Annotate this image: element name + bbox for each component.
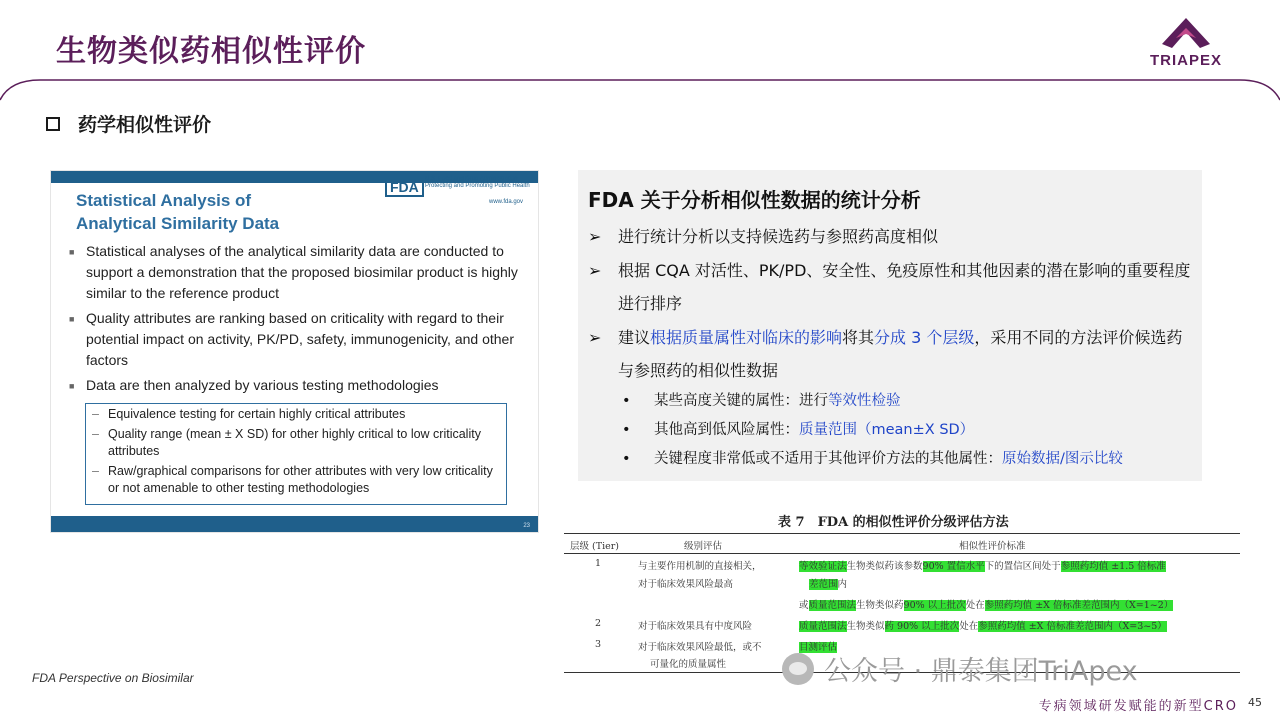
bullet-icon: ■ [69, 247, 75, 257]
sub-bullet-text: Quality range (mean ± X SD) for other highly critical to low criticality attributes [108, 427, 481, 458]
methodology-box [85, 403, 507, 505]
dash-icon: – [92, 407, 99, 421]
summary-title: FDA 关于分析相似性数据的统计分析 [588, 188, 921, 212]
criteria-text: 内 [837, 579, 848, 590]
subitem-emphasis: 原始数据/图示比较 [1002, 451, 1123, 467]
criteria-text: 下的置信区间处于 [984, 561, 1061, 572]
dash-icon: – [92, 464, 99, 478]
tier-cell: 1 [595, 558, 602, 569]
sub-bullet-text: Raw/graphical comparisons for other attributes with very low criticality or not amenable to other testing methodologies [108, 464, 493, 495]
highlight-text: 等效验证法 [799, 561, 847, 572]
slide-title [76, 189, 279, 235]
fda-url: www.fda.gov [489, 199, 524, 205]
level-cell: 可量化的质量属性 [650, 659, 727, 670]
logo-text: TRIAPEX [1149, 52, 1222, 69]
section-heading [46, 110, 211, 137]
criteria-text: 或 [799, 600, 809, 611]
slide-number: 23 [523, 523, 530, 529]
slide-bullets [69, 241, 534, 401]
criteria-cell [809, 576, 847, 590]
criteria-text: 处在 [959, 621, 979, 632]
section-title: 药学相似性评价 [78, 114, 212, 136]
page-title: 生物类似药相似性评价 [56, 34, 366, 69]
table-header-rule [564, 553, 1240, 554]
page-number: 45 [1248, 696, 1262, 709]
subitem-text [654, 445, 1123, 474]
summary-text: ，采用不同的方法评价候选药与参照药的相似性数据 [618, 328, 1183, 380]
summary-item [588, 220, 1194, 253]
highlight-text: 目测评估 [799, 642, 838, 653]
highlight-text: 参照药均值 ±1.5 倍标准 [1060, 561, 1166, 572]
watermark [782, 649, 1138, 688]
arrow-bullet-icon: ➢ [588, 261, 602, 280]
criteria-cell [799, 597, 1173, 611]
slide-bullet [69, 308, 534, 371]
slide-bullet-text: Statistical analyses of the analytical similarity data are conducted to support a demonstration that the proposed biosimilar product is highly similar to the reference product [86, 243, 518, 301]
subitem-plain: 其他高到低风险属性： [654, 422, 799, 438]
fda-agency-name [425, 176, 535, 190]
summary-box [578, 170, 1202, 481]
summary-text: 建议 [618, 328, 651, 347]
subitem-text [654, 416, 974, 445]
fda-agency-line1: U.S. Food and Drug Administration [425, 176, 518, 182]
footer-tagline: 专病领域研发赋能的新型CRO [1038, 699, 1238, 714]
slide-title-line2: Analytical Similarity Data [76, 214, 280, 233]
triapex-logo [1140, 16, 1232, 72]
summary-item-text [618, 321, 1194, 387]
dot-bullet-icon: • [622, 422, 631, 438]
subitem-emphasis: 质量范围（mean±X SD） [799, 422, 975, 438]
tier-cell: 3 [595, 639, 602, 650]
slide-title-line1: Statistical Analysis of [76, 191, 252, 210]
table-header-cell: 层级 (Tier) [570, 541, 619, 552]
fda-agency-line2: Protecting and Promoting Public Health [425, 183, 530, 189]
emphasis-text: 根据质量属性对临床的影响 [650, 328, 843, 347]
summary-item-text: 根据 CQA 对活性、PK/PD、安全性、免疫原性和其他因素的潜在影响的重要程度进行排序 [618, 261, 1191, 313]
slide-bullet-text: Quality attributes are ranking based on criticality with regard to their potential impact on activity, PK/PD, safety, immunogenicity, and other factors [86, 310, 514, 368]
table-header-cell: 级别评估 [684, 541, 723, 552]
tier-cell: 2 [595, 618, 602, 629]
criteria-cell [799, 558, 1166, 572]
wechat-icon [782, 653, 814, 685]
emphasis-text: 分成 3 个层级 [874, 328, 975, 347]
subitem-emphasis: 等效性检验 [828, 393, 901, 409]
table-top-rule [564, 533, 1240, 534]
criteria-text: 生物类似 [846, 621, 885, 632]
criteria-text: 生物类似药 [856, 600, 904, 611]
criteria-text: 生物类似药该参数 [846, 561, 923, 572]
slide-bottom-bar [51, 516, 538, 532]
summary-subitem [622, 387, 1192, 416]
bullet-icon: ■ [69, 314, 75, 324]
level-cell: 对于临床效果风险最高 [638, 579, 734, 590]
highlight-text: 差范围 [809, 579, 838, 590]
summary-item-text: 进行统计分析以支持候选药与参照药高度相似 [618, 227, 939, 246]
square-bullet-icon [46, 117, 60, 131]
subitem-plain: 关键程度非常低或不适用于其他评价方法的其他属性： [654, 451, 1002, 467]
sub-bullet [92, 406, 500, 423]
slide-bullet [69, 375, 534, 397]
level-cell: 对于临床效果具有中度风险 [638, 621, 753, 632]
highlight-text: 参照药均值 ±X 倍标准差范围内（X=1~2） [984, 600, 1174, 611]
highlight-text: 药 90% 以上批次 [884, 621, 960, 632]
slide-bullet-text: Data are then analyzed by various testing methodologies [86, 377, 439, 393]
fda-slide [50, 170, 539, 533]
summary-item [588, 254, 1194, 320]
table-title: 表 7 FDA 的相似性评价分级评估方法 [778, 515, 1009, 530]
highlight-text: 参照药均值 ±X 倍标准差范围内（X=3~5） [978, 621, 1167, 632]
subitem-text [654, 387, 901, 416]
criteria-cell [799, 618, 1167, 632]
criteria-text: 处在 [965, 600, 985, 611]
slide-bullet [69, 241, 534, 304]
subitem-plain: 某些高度关键的属性：进行 [654, 393, 828, 409]
level-cell: 对于临床效果风险最低，或不 [638, 642, 762, 653]
summary-item [588, 321, 1194, 387]
bullet-icon: ■ [69, 381, 75, 391]
sub-bullet [92, 463, 500, 497]
table-header-cell: 相似性评价标准 [959, 541, 1026, 552]
watermark-text: 公众号 · 鼎泰集团TriApex [824, 656, 1138, 687]
highlight-text: 90% 置信水平 [922, 561, 985, 572]
summary-text: 将其 [842, 328, 875, 347]
arrow-bullet-icon: ➢ [588, 328, 602, 347]
summary-subitem [622, 445, 1192, 474]
highlight-text: 质量范围法 [808, 600, 857, 611]
sub-bullet-text: Equivalence testing for certain highly critical attributes [108, 407, 406, 421]
dash-icon: – [92, 427, 99, 441]
highlight-text: 90% 以上批次 [903, 600, 966, 611]
source-caption: FDA Perspective on Biosimilar [32, 671, 194, 685]
dot-bullet-icon: • [622, 393, 631, 409]
fda-header [385, 173, 535, 213]
dot-bullet-icon: • [622, 451, 631, 467]
highlight-text: 质量范围法 [799, 621, 847, 632]
sub-bullet [92, 426, 500, 460]
triapex-logo-icon [1160, 16, 1212, 50]
level-cell: 与主要作用机制的直接相关， [638, 561, 762, 572]
fda-logo: FDA [385, 177, 424, 197]
arrow-bullet-icon: ➢ [588, 227, 602, 246]
summary-subitem [622, 416, 1192, 445]
